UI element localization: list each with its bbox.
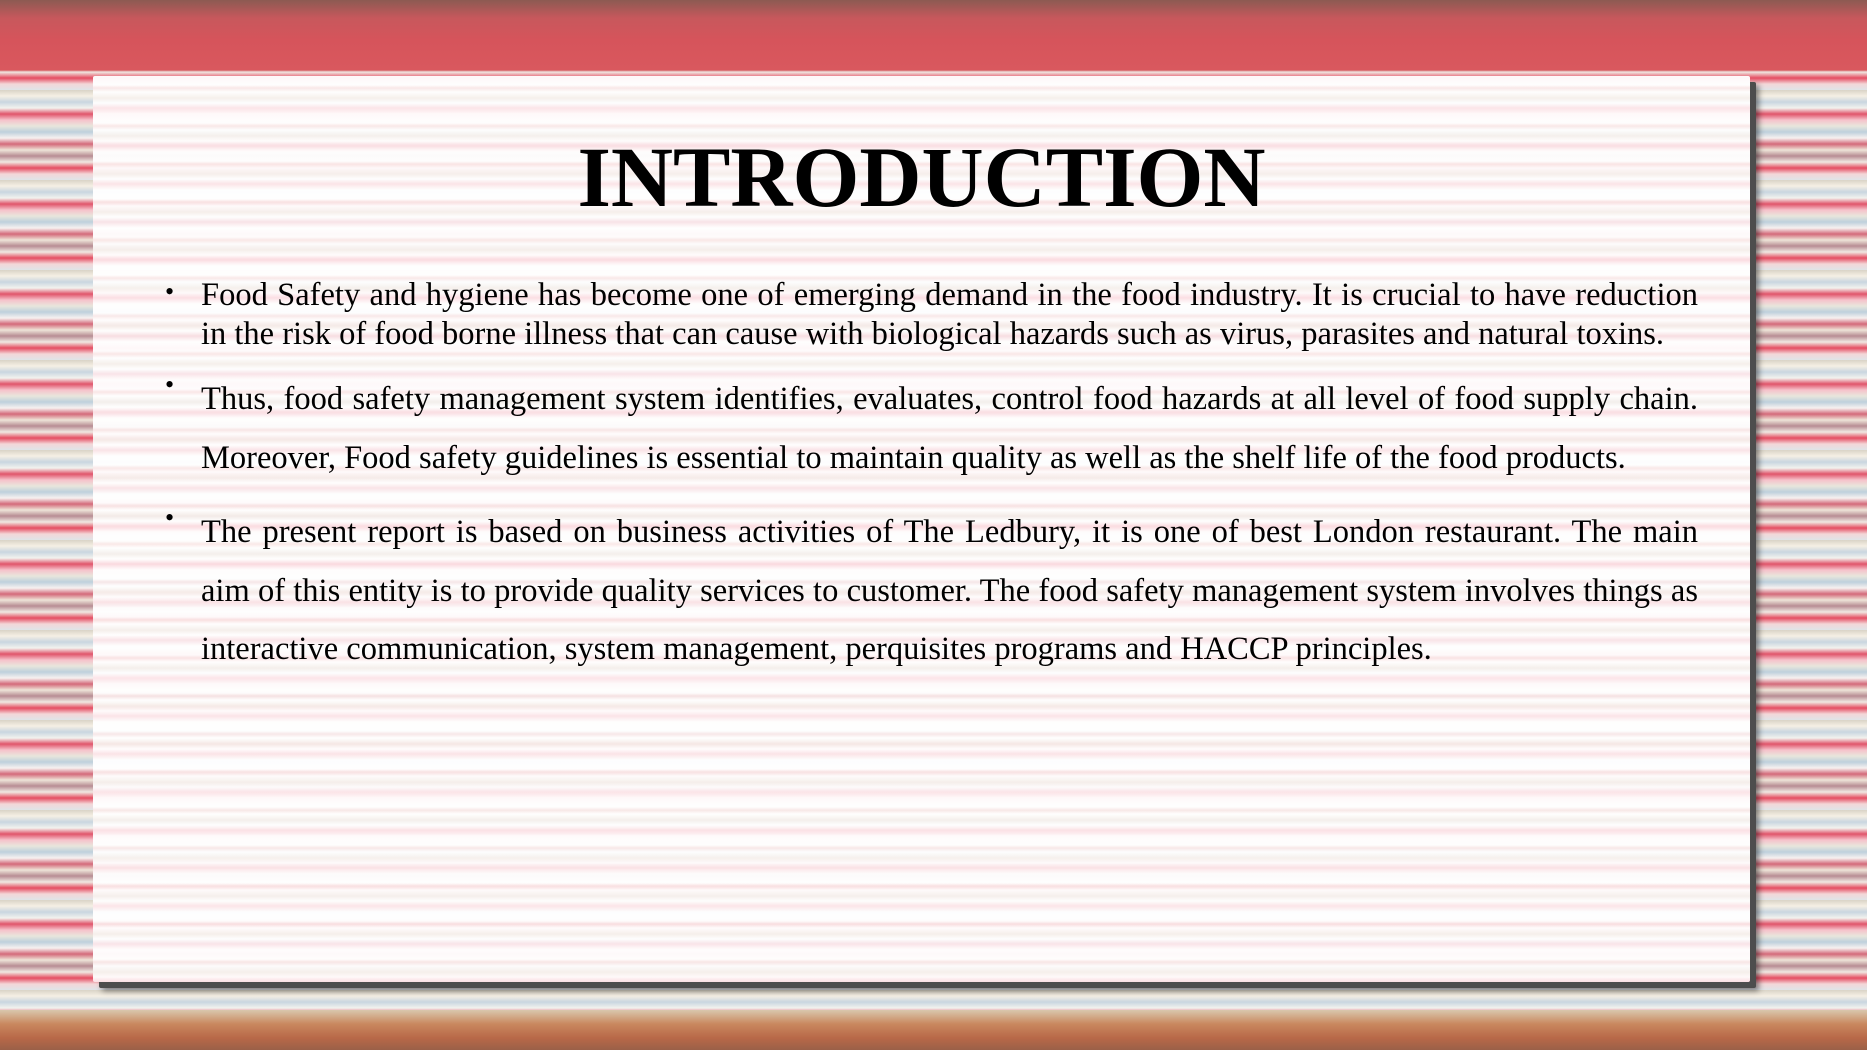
bullet-dot-icon: • [165, 503, 175, 532]
bullet-item-3 [165, 503, 1698, 679]
bullet-dot-icon: • [165, 370, 175, 399]
bullet-item-1 [165, 276, 1698, 354]
slide-content-panel [93, 76, 1750, 982]
bullet-text: Food Safety and hygiene has become one of emerging demand in the food industry. It is crucial to have reduction in the risk of food borne illness that can cause with biological hazards such as virus, parasites and natural toxins. [201, 277, 1698, 352]
bullet-item-2 [165, 370, 1698, 487]
bullet-dot-icon: • [165, 277, 175, 306]
bullet-text: The present report is based on business activities of The Ledbury, it is one of best London restaurant. The main aim of this entity is to provide quality services to customer. The food safety management system involves things as interactive communication, system management, perquisites programs and HACCP principles. [201, 514, 1698, 667]
slide-title: INTRODUCTION [577, 129, 1266, 225]
bullet-text: Thus, food safety management system identifies, evaluates, control food hazards at all level of food supply chain. Moreover, Food safety guidelines is essential to maintain quality as well as the shelf life of the food products. [201, 381, 1698, 476]
bottom-stripe-band [0, 1010, 1867, 1050]
bullet-list [165, 276, 1698, 695]
